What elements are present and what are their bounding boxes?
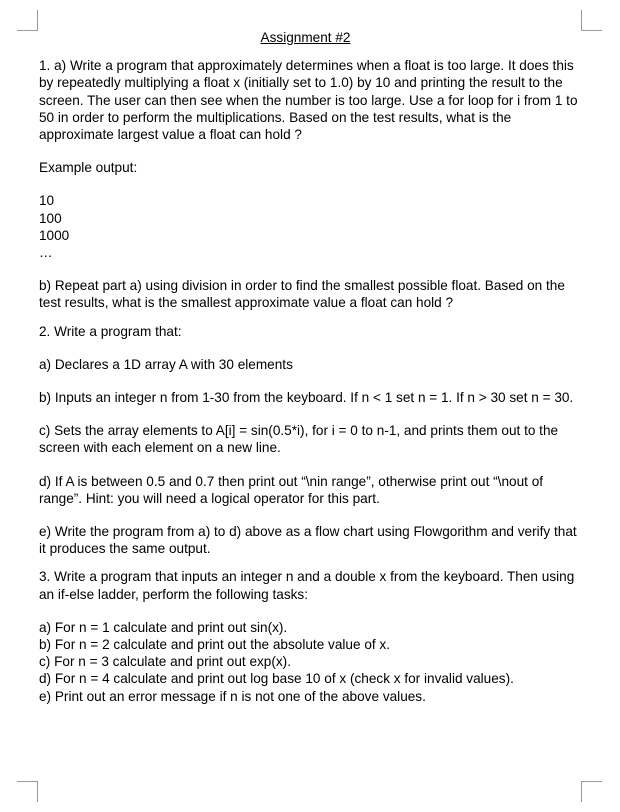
crop-mark-top-left (17, 10, 38, 31)
example-output-line: … (39, 245, 53, 261)
crop-mark-bottom-left (17, 781, 38, 802)
document-title: Assignment #2 (260, 30, 351, 45)
question-2b: b) Inputs an integer n from 1-30 from the keyboard. If n < 1 set n = 1. If n > 30 set n = 30. (39, 390, 574, 406)
question-3-task-list (39, 619, 584, 705)
question-1a: 1. a) Write a program that approximately determines when a float is too large. It does this by repeatedly multiplying a float x (initially set to 1.0) by 10 and printing the result to the screen. The user can then see when the number is too large. Use a for loop for i from 1 to 50 in order to perform the multiplications. Based on the test results, what is the approximate largest value a float can hold ? (39, 58, 578, 143)
example-output-block (39, 192, 584, 261)
question-3-task: e) Print out an error message if n is not one of the above values. (39, 688, 426, 704)
question-3-task: a) For n = 1 calculate and print out sin(x). (39, 619, 288, 635)
document-page (39, 29, 584, 705)
example-output-line: 1000 (39, 227, 70, 243)
crop-mark-bottom-right (581, 781, 602, 802)
question-3-task: c) For n = 3 calculate and print out exp(x). (39, 654, 291, 670)
example-output-label: Example output: (39, 160, 138, 176)
question-3-task: b) For n = 2 calculate and print out the absolute value of x. (39, 637, 391, 653)
question-2a: a) Declares a 1D array A with 30 elements (39, 356, 293, 372)
question-2c: c) Sets the array elements to A[i] = sin(0.5*i), for i = 0 to n-1, and prints them out to the screen with each element on a new line. (39, 423, 559, 456)
crop-mark-top-right (581, 10, 602, 31)
question-3-intro: 3. Write a program that inputs an integer n and a double x from the keyboard. Then using an if-else ladder, perform the following tasks: (39, 569, 575, 602)
question-3-task: d) For n = 4 calculate and print out log base 10 of x (check x for invalid values). (39, 671, 514, 687)
question-2-intro: 2. Write a program that: (39, 323, 182, 339)
example-output-line: 100 (39, 210, 62, 226)
question-1b: b) Repeat part a) using division in order to find the smallest possible float. Based on the test results, what is the smallest approximate value a float can hold ? (39, 278, 565, 311)
question-2d: d) If A is between 0.5 and 0.7 then print out “\nin range”, otherwise print out “\nout of range”. Hint: you will need a logical operator for this part. (39, 473, 544, 506)
question-2e: e) Write the program from a) to d) above as a flow chart using Flowgorithm and verify that it produces the same output. (39, 524, 577, 557)
example-output-line: 10 (39, 193, 55, 209)
